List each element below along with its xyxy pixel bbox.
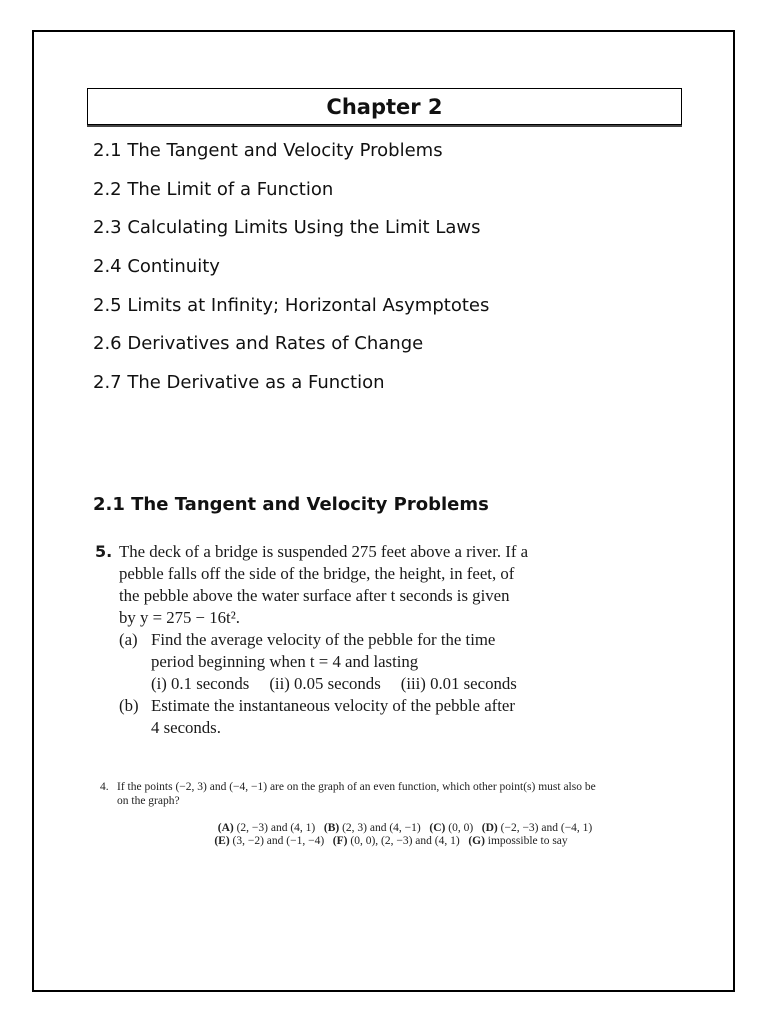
choice-text: (2, −3) and (4, 1) [236, 822, 316, 834]
problem-number: 5. [95, 542, 113, 561]
question-text: If the points (−2, 3) and (−4, −1) are on the graph of an even function, which other point(s) must also be [117, 781, 596, 793]
choice-text: (0, 0), (2, −3) and (4, 1) [350, 835, 460, 847]
sub-option: (iii) 0.01 seconds [400, 674, 517, 693]
problem-5 [95, 541, 595, 739]
problem-stem-line: the pebble above the water surface after t seconds is given [119, 586, 510, 605]
part-text: period beginning when t = 4 and lasting [151, 652, 419, 671]
toc-item: 2.4 Continuity [93, 256, 220, 278]
part-b [119, 695, 595, 717]
toc-item: 2.1 The Tangent and Velocity Problems [93, 140, 443, 161]
toc-item: 2.6 Derivatives and Rates of Change [93, 333, 424, 355]
toc-item: 2.7 The Derivative as a Function [93, 372, 385, 394]
part-label: (a) [119, 630, 138, 649]
choice-label: (C) [429, 822, 446, 834]
section-heading: 2.1 The Tangent and Velocity Problems [93, 494, 489, 515]
problem-stem-line: pebble falls off the side of the bridge, the height, in feet, of [119, 564, 515, 583]
choice-text: (3, −2) and (−1, −4) [232, 835, 325, 847]
toc-item: 2.2 The Limit of a Function [93, 178, 334, 200]
choice-label: (A) [217, 822, 234, 834]
toc-item: 2.3 Calculating Limits Using the Limit Laws [93, 217, 481, 239]
problem-stem-line: The deck of a bridge is suspended 275 feet above a river. If a [119, 542, 529, 561]
chapter-title-box [87, 88, 682, 125]
part-text: Find the average velocity of the pebble for the time [151, 630, 496, 649]
problem-stem-line: by y = 275 − 16t². [119, 608, 240, 627]
table-of-contents [93, 139, 489, 410]
chapter-title: Chapter 2 [326, 94, 443, 119]
question [100, 780, 710, 794]
part-text: Estimate the instantaneous velocity of the pebble after [151, 696, 515, 715]
question-text: on the graph? [117, 795, 180, 807]
part-text: 4 seconds. [151, 718, 221, 737]
choices-row-1 [100, 822, 710, 835]
choice-label: (G) [468, 835, 485, 847]
choice-text: (2, 3) and (4, −1) [342, 822, 421, 834]
answer-choices [100, 822, 710, 848]
choice-label: (F) [332, 835, 348, 847]
sub-options [151, 673, 595, 695]
part-label: (b) [119, 696, 139, 715]
problem-number: 4. [100, 781, 109, 793]
choice-label: (D) [481, 822, 498, 834]
choice-text: (−2, −3) and (−4, 1) [500, 822, 593, 834]
sub-option: (i) 0.1 seconds [151, 674, 250, 693]
part-a [119, 629, 595, 651]
question-cont [100, 794, 710, 808]
choice-label: (B) [323, 822, 340, 834]
choice-text: impossible to say [487, 835, 568, 847]
choice-label: (E) [214, 835, 230, 847]
part-a-cont [119, 651, 595, 673]
sub-option: (ii) 0.05 seconds [269, 674, 381, 693]
part-b-cont [119, 717, 595, 739]
choices-row-2 [100, 835, 710, 848]
choice-text: (0, 0) [448, 822, 474, 834]
problem-4 [100, 780, 710, 848]
toc-item: 2.5 Limits at Infinity; Horizontal Asymptotes [93, 294, 490, 316]
